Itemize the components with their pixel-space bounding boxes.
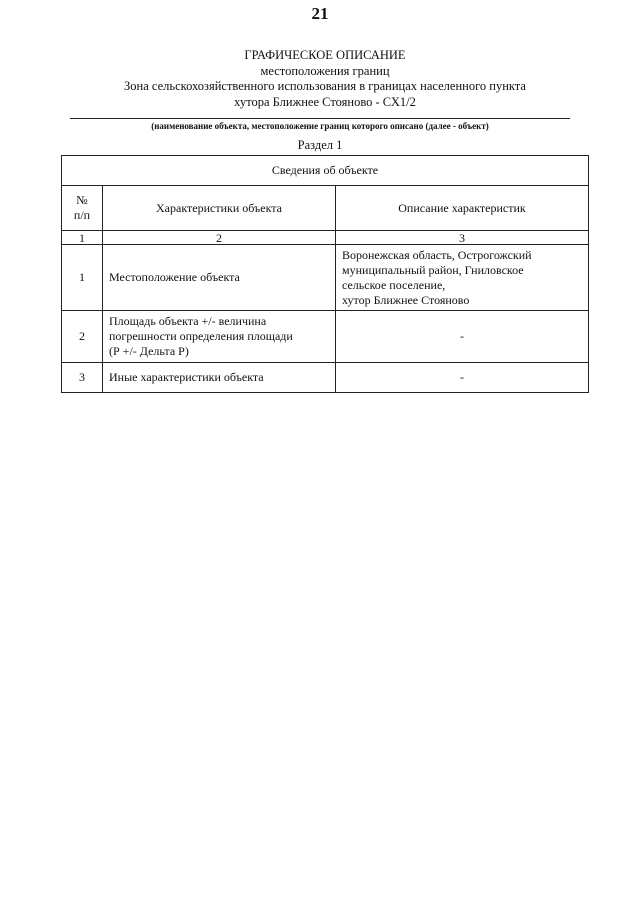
row-number: 3 xyxy=(62,363,103,393)
row-characteristic xyxy=(103,311,336,363)
object-info-table xyxy=(61,155,589,393)
table-header-row xyxy=(62,186,589,231)
characteristic-line: (Р +/- Дельта Р) xyxy=(109,344,189,358)
table-title: Сведения об объекте xyxy=(62,156,589,186)
characteristic-line: погрешности определения площади xyxy=(109,329,293,343)
table-row xyxy=(62,245,589,311)
document-header xyxy=(60,48,590,110)
characteristic-line: Площадь объекта +/- величина xyxy=(109,314,267,328)
header-description: Описание характеристик xyxy=(336,186,589,231)
column-number-1: 1 xyxy=(62,231,103,245)
header-locality: хутора Ближнее Стояново - СХ1/2 xyxy=(234,94,416,109)
row-description xyxy=(336,245,589,311)
row-number: 2 xyxy=(62,311,103,363)
table-row xyxy=(62,363,589,393)
header-underline xyxy=(70,118,570,119)
header-zone-name: Зона сельскохозяйственного использования в границах населенного пункта xyxy=(124,79,526,93)
row-description: - xyxy=(336,363,589,393)
description-line: сельское поселение, xyxy=(342,277,446,292)
section-title: Раздел 1 xyxy=(297,138,343,152)
column-number-3: 3 xyxy=(336,231,589,245)
header-characteristic: Характеристики объекта xyxy=(103,186,336,231)
object-caption: (наименование объекта, местоположение границ которого описано (далее - объект) xyxy=(151,121,489,131)
row-description: - xyxy=(336,311,589,363)
description-line: муниципальный район, Гниловское xyxy=(342,262,524,277)
table-row xyxy=(62,311,589,363)
page-number: 21 xyxy=(311,4,329,23)
header-number-text: № п/п xyxy=(73,193,91,222)
header-number xyxy=(62,186,103,231)
header-subtitle: местоположения границ xyxy=(260,63,390,78)
description-line: Воронежская область, Острогожский xyxy=(342,247,532,262)
row-characteristic: Местоположение объекта xyxy=(103,245,336,311)
column-number-2: 2 xyxy=(103,231,336,245)
column-number-row xyxy=(62,231,589,245)
description-line: хутор Ближнее Стояново xyxy=(342,292,470,307)
header-title: ГРАФИЧЕСКОЕ ОПИСАНИЕ xyxy=(244,48,406,62)
row-number: 1 xyxy=(62,245,103,311)
row-characteristic: Иные характеристики объекта xyxy=(103,363,336,393)
table-title-row xyxy=(62,156,589,186)
